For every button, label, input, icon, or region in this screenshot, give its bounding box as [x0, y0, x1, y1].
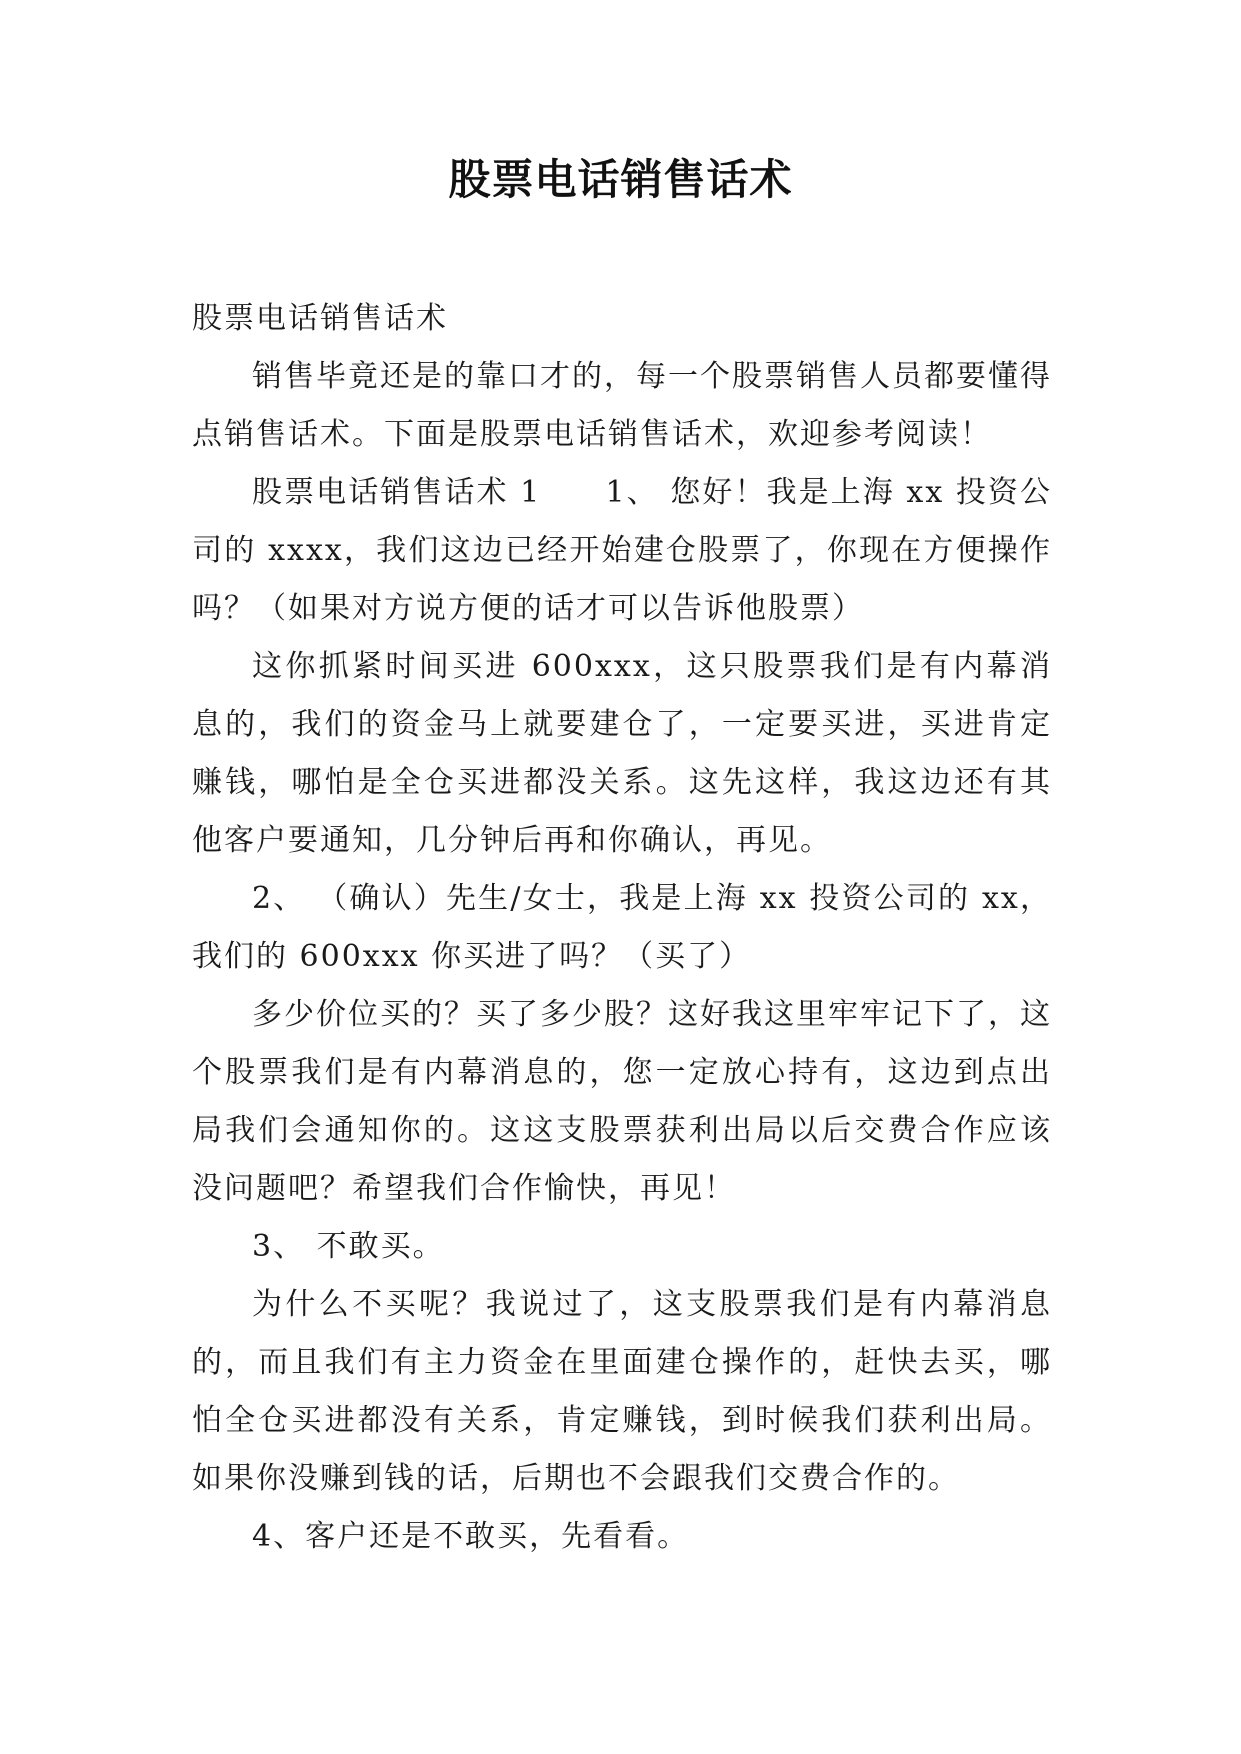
document-title: 股票电话销售话术 — [448, 155, 793, 204]
script-step-4-paragraph: 4、客户还是不敢买，先看看。 — [252, 1519, 690, 1554]
script-step-2-followup-paragraph: 多少价位买的？买了多少股？这好我这里牢牢记下了，这个股票我们是有内幕消息的，您一定放心持有，这边到点出局我们会通知你的。这这支股票获利出局以后交费合作应该没问题吧？希望我们合作愉快，再见！ — [192, 997, 1052, 1206]
script-step-1-followup-paragraph: 这你抓紧时间买进 600xxx，这只股票我们是有内幕消息的，我们的资金马上就要建仓了，一定要买进，买进肯定赚钱，哪怕是全仓买进都没关系。这先这样，我这边还有其他客户要通知，几分钟后再和你确认，再见。 — [192, 649, 1052, 858]
intro-paragraph: 销售毕竟还是的靠口才的，每一个股票销售人员都要懂得点销售话术。下面是股票电话销售话术，欢迎参考阅读！ — [192, 359, 1052, 452]
document-body — [192, 290, 1052, 1566]
script-step-3-followup-paragraph: 为什么不买呢？我说过了，这支股票我们是有内幕消息的，而且我们有主力资金在里面建仓操作的，赶快去买，哪怕全仓买进都没有关系，肯定赚钱，到时候我们获利出局。如果你没赚到钱的话，后期也不会跟我们交费合作的。 — [192, 1287, 1052, 1496]
script-step-3-paragraph: 3、 不敢买。 — [252, 1229, 445, 1264]
section-heading: 股票电话销售话术 — [192, 301, 448, 336]
script-step-2-paragraph: 2、 （确认）先生/女士，我是上海 xx 投资公司的 xx，我们的 600xxx 你买进了吗？（买了） — [192, 881, 1052, 974]
script-step-1-paragraph: 股票电话销售话术 1 1、 您好！我是上海 xx 投资公司的 xxxx，我们这边已经开始建仓股票了，你现在方便操作吗？（如果对方说方便的话才可以告诉他股票） — [192, 475, 1052, 626]
